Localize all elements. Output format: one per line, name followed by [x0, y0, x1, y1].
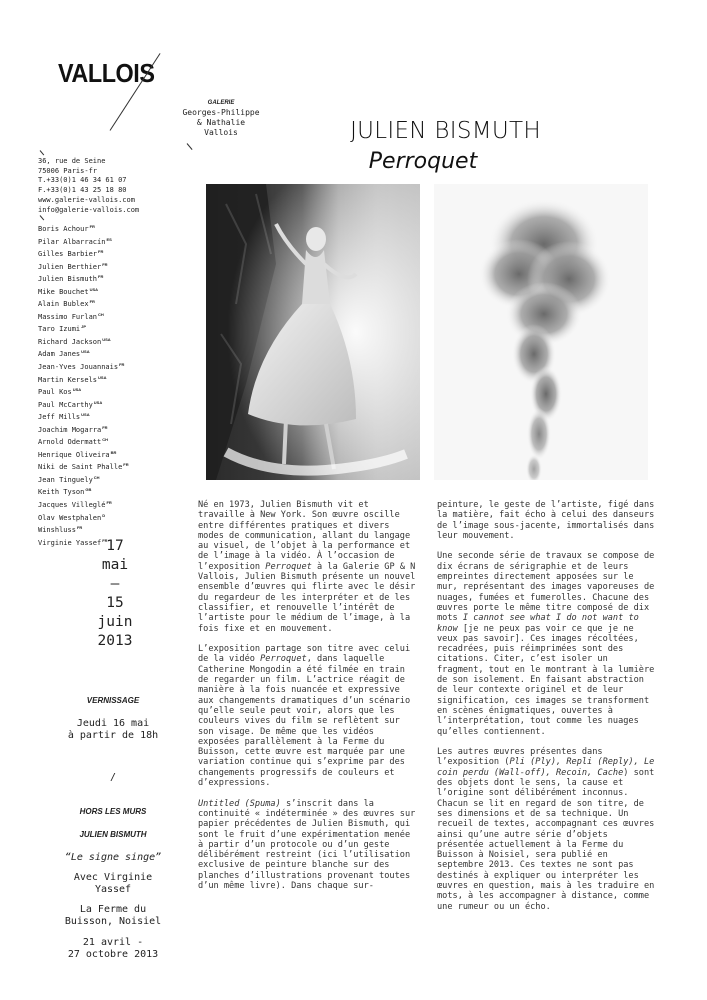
paragraph: [198, 500, 420, 634]
smoke-illustration: [434, 184, 648, 480]
artist-item: [38, 423, 129, 436]
artist-country-tag: USA: [102, 336, 111, 342]
text-emphasis: Untitled (Spuma): [198, 798, 281, 809]
with-line: Avec Virginie: [73, 872, 153, 883]
artist-item: [38, 511, 129, 524]
text-run: , dans laquelle Catherine Mongodin a été filmée en train de regarder un film. L’actrice réagit de manière à la fois nuancée et expressive aux changements dramatiques d’un scénario qu’elle seule peut voir, alors que les couleurs vives du film se reflètent sur son visage. De même que les vidéos exposées parallèlement à la Ferme du Buisson, cette œuvre est marquée par une variation continue qui s’exprime par des changements progressifs de couleurs et d’expressions.: [198, 654, 411, 789]
dates-line: 21 avril -: [82, 937, 144, 948]
date-year: 2013: [97, 633, 133, 649]
owners-line: Vallois: [204, 128, 238, 137]
artist-item: [38, 335, 129, 348]
place-line: Buisson, Noisiel: [64, 916, 162, 927]
fax: F.+33(0)1 43 25 18 80: [38, 186, 127, 195]
text-emphasis: Pli (Ply), Repli (Reply), Le coin perdu (Wall-off), Recoin, Cache: [437, 757, 655, 778]
artist-name: Niki de Saint Phalle: [38, 463, 123, 472]
artist-name: Gilles Barbier: [38, 250, 98, 259]
date-start-month: mai: [101, 557, 129, 573]
text-run: Né en 1973, Julien Bismuth vit et travaille à New York. Son œuvre oscille entre différentes pratiques et divers modes de communication, allant du langage au visuel, de l’objet à la performance et de l’image à la vidéo. À l’occasion de l’exposition: [198, 500, 411, 572]
artist-name: Alain Bublex: [38, 300, 89, 309]
artist-item: [38, 460, 129, 473]
artist-item: [38, 235, 129, 248]
artist-country-tag: GB: [85, 487, 92, 493]
vernissage-label: VERNISSAGE: [86, 696, 140, 705]
contact-slash: [40, 150, 45, 155]
phone: T.+33(0)1 46 34 61 07: [38, 176, 127, 185]
artist-country-tag: FR: [123, 462, 129, 468]
hors-les-murs-title: “Le signe singe”: [64, 852, 162, 863]
text-column-2: [437, 500, 659, 922]
artist-name: Jean-Yves Jouannais: [38, 363, 119, 372]
artist-item: [38, 473, 129, 486]
paragraph: [437, 747, 659, 912]
address-city: 75006 Paris-fr: [38, 166, 98, 175]
artist-country-tag: USA: [98, 374, 107, 380]
exhibition-artist: JULIEN BISMUTH: [350, 118, 541, 144]
artist-item: [38, 398, 129, 411]
text-emphasis: I cannot see what I do not want to know: [437, 613, 639, 634]
text-run: s’inscrit dans la continuité « indéterminée » des œuvres sur papier précédentes de Julien Bismuth, qui sont le fruit d’une expérimentation menée à partir d’un protocole ou d’un geste délibérément restreint (ici l’utilisation exclusive de peinture blanche sur des planches d’illustrations provenant toutes d’un même livre). Dans chaque sur-: [198, 798, 416, 891]
date-separator: –: [110, 576, 120, 592]
galerie-label: GALERIE: [207, 100, 235, 106]
website-link[interactable]: www.galerie-vallois.com: [38, 195, 135, 204]
artist-name: Massimo Furlan: [38, 312, 98, 321]
artist-country-tag: USA: [89, 286, 99, 292]
logo-slash-small: [187, 143, 193, 150]
artist-country-tag: CH: [102, 437, 108, 443]
date-end-month: juin: [97, 614, 133, 630]
text-column-1: [198, 500, 420, 902]
artist-item: [38, 260, 129, 273]
artist-country-tag: D: [102, 512, 106, 518]
artwork-image-smoke: [434, 184, 648, 480]
artist-country-tag: FR: [119, 362, 125, 368]
artist-item: [38, 360, 129, 373]
text-emphasis: Perroquet: [260, 654, 307, 665]
artist-country-tag: FR: [89, 224, 95, 229]
hors-les-murs-place: [38, 904, 188, 928]
paragraph: peinture, le geste de l’artiste, figé dans la matière, fait écho à celui des danseurs de l’image sous-jacente, immortalisés dans leur mouvement.: [437, 500, 655, 541]
exhibition-title: Perroquet: [368, 149, 478, 174]
artist-item: [38, 498, 129, 511]
artist-country-tag: ES: [106, 236, 112, 242]
artist-name: Boris Achour: [38, 225, 89, 233]
exhibition-dates: [60, 537, 170, 651]
hors-les-murs-dates: [38, 937, 188, 961]
gallery-owners: [166, 108, 276, 138]
artist-item: [38, 485, 129, 498]
artist-item: [38, 247, 129, 260]
paragraph: [198, 644, 420, 788]
artist-country-tag: FR: [76, 525, 83, 531]
artist-item: [38, 385, 129, 398]
text-emphasis: Perroquet: [265, 561, 312, 572]
artist-name: Jean Tinguely: [38, 475, 93, 484]
hors-les-murs-label: HORS LES MURS: [79, 807, 147, 816]
paragraph: [437, 551, 659, 736]
dancer-illustration: [206, 184, 420, 480]
text-run: ) sont des objets dont le sens, la cause et l’origine sont délibérément inconnus. Chacun se lit en regard de son titre, de ses dimensions et de sa technique. Un recueil de textes, accompagnant ces œuvres ainsi qu’une autre série d’objets présentée actuellement à la Ferme du Buisson à Noisiel, sera publié en septembre 2013. Ces textes ne sont pas destinés à expliquer ou interpréter les œuvres en question, mais à les traduire en mots, à les accompagner à distance, comme une rumeur ou un écho.: [437, 767, 655, 912]
artist-country-tag: FR: [89, 299, 95, 305]
email-link[interactable]: info@galerie-vallois.com: [38, 205, 140, 214]
artist-name: Arnold Odermatt: [38, 438, 102, 447]
artist-item: [38, 373, 129, 386]
date-start-day: 17: [106, 538, 124, 554]
dates-line: 27 octobre 2013: [67, 949, 159, 960]
date-end-day: 15: [106, 595, 124, 611]
artist-name: Jacques Villeglé: [38, 501, 106, 510]
gallery-contact: [38, 157, 139, 215]
artist-name: Winshluss: [38, 526, 76, 535]
artist-country-tag: CH: [93, 474, 100, 480]
artist-country-tag: FR: [98, 274, 104, 280]
artist-name: Paul Kos: [38, 388, 72, 397]
artist-item: [38, 448, 129, 461]
artist-name: Pilar Albarracín: [38, 237, 106, 246]
artists-slash: [40, 215, 45, 220]
section-divider: /: [109, 772, 117, 783]
artist-name: Joachim Mogarra: [38, 425, 102, 434]
artwork-image-dancer: [206, 184, 420, 480]
artist-name: Henrique Oliveira: [38, 450, 110, 459]
artist-country-tag: USA: [72, 387, 82, 393]
gallery-logo: VALLOIS: [58, 58, 155, 88]
owners-line: & Nathalie: [196, 118, 246, 127]
artist-item: [38, 272, 129, 285]
text-run: L’exposition partage son titre avec celui de la vidéo: [198, 644, 411, 665]
artist-name: Mike Bouchet: [38, 287, 89, 296]
artist-item: [38, 297, 129, 310]
text-run: Une seconde série de travaux se compose de dix écrans de sérigraphie et de leurs empreintes directement apposées sur le mur, représentant des images vaporeuses de nuages, fumées et fumerolles. Chacune des œuvres porte le même titre composé de dix mots: [437, 551, 655, 624]
owners-line: Georges-Philippe: [182, 108, 260, 117]
artist-country-tag: USA: [81, 349, 90, 355]
artist-item: [38, 410, 129, 423]
artist-country-tag: FR: [98, 249, 104, 255]
with-line: Yassef: [94, 884, 132, 895]
text-run: [je ne peux pas voir ce que je ne veux pas savoir]. Ces images récoltées, recadrées, puis réimprimées sont des citations. Citer, c’est isoler un fragment, tout en le montrant à la lumière de son isolement. En faisant abstraction de leur contexte originel et de leur signification, ces images se transforment en scènes énigmatiques, ouvertes à l’interprétation, tout comme les nuages qu’elles contiennent.: [437, 623, 655, 737]
text-run: Les autres œuvres présentes dans l’exposition (: [437, 747, 603, 768]
artist-item: [38, 523, 129, 536]
paragraph: [198, 799, 420, 892]
artist-country-tag: FR: [102, 261, 108, 267]
artist-item: [38, 347, 129, 360]
artist-country-tag: BR: [110, 449, 117, 455]
artist-list: [38, 222, 129, 548]
artist-name: Paul McCarthy: [38, 400, 93, 409]
artist-country-tag: FR: [102, 537, 108, 543]
artist-item: [38, 222, 129, 235]
artist-country-tag: FR: [106, 500, 112, 506]
artist-name: Virginie Yassef: [38, 538, 102, 547]
artist-item: [38, 435, 129, 448]
artist-country-tag: USA: [81, 412, 90, 418]
artist-item: [38, 322, 129, 335]
artist-name: Richard Jackson: [38, 337, 102, 346]
artist-name: Julien Bismuth: [38, 275, 98, 284]
hors-les-murs-artist: JULIEN BISMUTH: [79, 830, 147, 839]
artist-name: Adam Janes: [38, 350, 81, 359]
artist-country-tag: USA: [93, 399, 103, 405]
artist-name: Keith Tyson: [38, 488, 85, 497]
vernissage-info: [38, 718, 188, 742]
artist-item: [38, 285, 129, 298]
place-line: La Ferme du: [79, 904, 147, 915]
address-street: 36, rue de Seine: [38, 157, 106, 165]
vernissage-time: à partir de 18h: [67, 730, 159, 741]
artist-name: Jeff Mills: [38, 413, 81, 422]
vernissage-date: Jeudi 16 mai: [76, 718, 150, 729]
text-run: à la Galerie GP & N Vallois, Julien Bismuth présente un nouvel ensemble d’œuvres qui flirte avec le désir du regardeur de les interpréter et de les classifier, et renouvelle l’intérêt de l’artiste pour le médium de l’image, à la fois fixe et en mouvement.: [198, 561, 416, 634]
hors-les-murs-with: [38, 872, 188, 896]
artist-name: Olav Westphalen: [38, 513, 102, 522]
artist-country-tag: FR: [102, 424, 108, 430]
artist-country-tag: CH: [98, 311, 104, 317]
artist-country-tag: JP: [81, 324, 87, 330]
artist-name: Taro Izumi: [38, 325, 81, 334]
artist-item: [38, 310, 129, 323]
artist-name: Julien Berthier: [38, 262, 102, 271]
artist-name: Martin Kersels: [38, 375, 98, 384]
